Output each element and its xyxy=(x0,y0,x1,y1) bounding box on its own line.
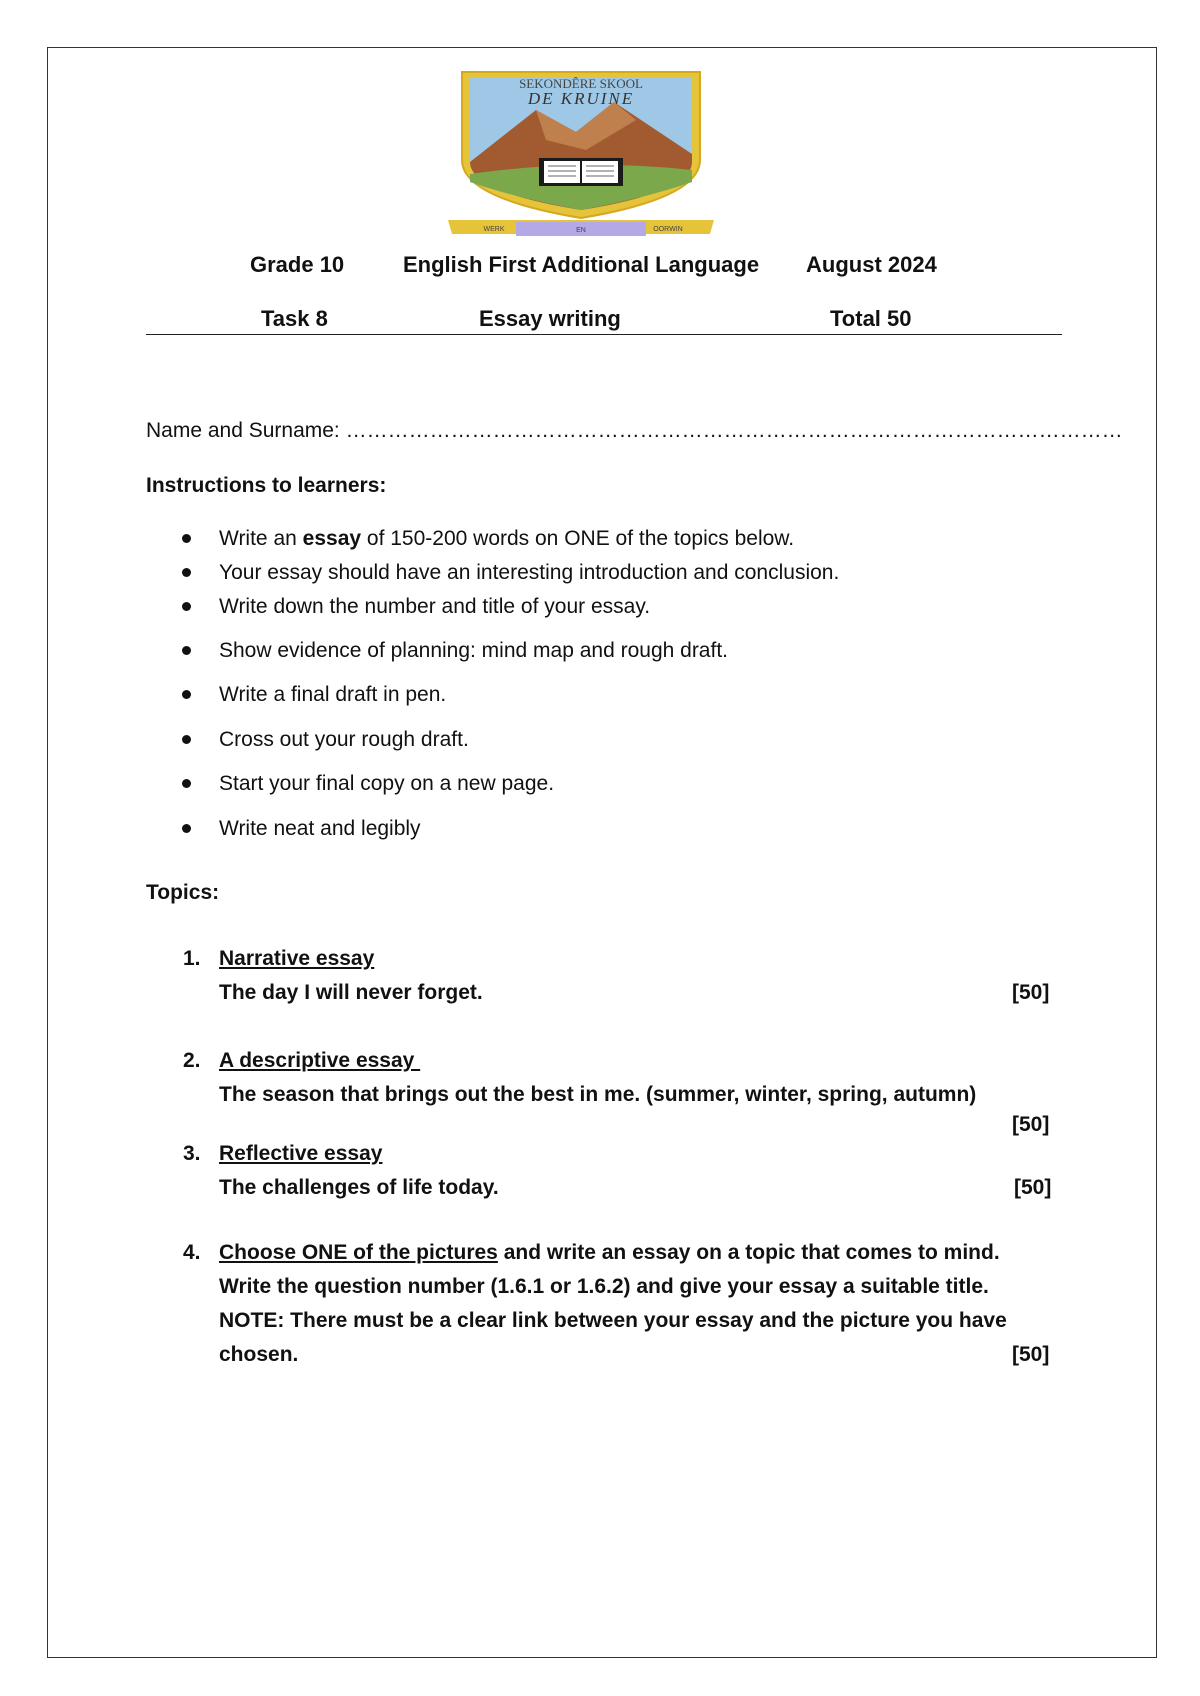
name-surname-line: Name and Surname: ………………………………………………………………………………………………… xyxy=(146,419,1123,442)
topic-line: The day I will never forget. xyxy=(219,981,483,1004)
topic-title: Narrative essay xyxy=(219,947,375,970)
page-border xyxy=(47,47,1157,1658)
bullet-icon xyxy=(182,779,191,788)
header-task-title: Essay writing xyxy=(479,306,621,331)
bullet-icon xyxy=(182,602,191,611)
topic-title-line: Choose ONE of the pictures and write an essay on a topic that comes to mind. xyxy=(219,1241,1000,1264)
topic-marks: [50] xyxy=(1012,1113,1050,1136)
topic-marks: [50] xyxy=(1012,981,1050,1004)
topic-marks: [50] xyxy=(1012,1343,1050,1366)
instruction-item: Start your final copy on a new page. xyxy=(219,772,555,795)
bullet-icon xyxy=(182,646,191,655)
header-grade: Grade 10 xyxy=(250,252,345,277)
instruction-item: Write an essay of 150-200 words on ONE of the topics below. xyxy=(219,527,795,550)
topic-marks: [50] xyxy=(1014,1176,1052,1199)
crest-motto-right: OORWIN xyxy=(653,226,683,233)
instruction-item: Your essay should have an interesting introduction and conclusion. xyxy=(219,561,840,584)
header-divider xyxy=(146,334,1062,335)
header-task: Task 8 xyxy=(261,306,328,331)
topic-number: 1. xyxy=(183,947,201,970)
instructions-heading: Instructions to learners: xyxy=(146,474,387,497)
instruction-item: Write neat and legibly xyxy=(219,817,421,840)
bullet-icon xyxy=(182,568,191,577)
bullet-icon xyxy=(182,690,191,699)
topic-line: chosen. xyxy=(219,1343,299,1366)
topic-line: The season that brings out the best in me. (summer, winter, spring, autumn) xyxy=(219,1083,977,1106)
school-crest-logo xyxy=(446,70,716,240)
topic-number: 3. xyxy=(183,1142,201,1165)
topic-number: 2. xyxy=(183,1049,201,1072)
instruction-item: Write down the number and title of your essay. xyxy=(219,595,651,618)
crest-motto-mid: EN xyxy=(576,227,586,234)
topic-title: Reflective essay xyxy=(219,1142,383,1165)
bullet-icon xyxy=(182,735,191,744)
header-date: August 2024 xyxy=(806,252,937,277)
crest-school-name2: DE KRUINE xyxy=(527,89,635,108)
topic-line: Write the question number (1.6.1 or 1.6.2) and give your essay a suitable title. xyxy=(219,1275,989,1298)
topic-line: NOTE: There must be a clear link between your essay and the picture you have xyxy=(219,1309,1007,1332)
instruction-item: Show evidence of planning: mind map and rough draft. xyxy=(219,639,728,662)
header-total: Total 50 xyxy=(830,306,912,331)
bullet-icon xyxy=(182,824,191,833)
topic-number: 4. xyxy=(183,1241,201,1264)
crest-school-name: SEKONDÊRE SKOOL xyxy=(519,76,643,91)
topic-line: The challenges of life today. xyxy=(219,1176,499,1199)
instruction-item: Cross out your rough draft. xyxy=(219,728,469,751)
topics-heading: Topics: xyxy=(146,881,220,904)
topic-title: A descriptive essay xyxy=(219,1049,421,1072)
header-subject: English First Additional Language xyxy=(403,252,760,277)
crest-motto-left: WERK xyxy=(483,226,505,233)
bullet-icon xyxy=(182,534,191,543)
instruction-item: Write a final draft in pen. xyxy=(219,683,447,706)
